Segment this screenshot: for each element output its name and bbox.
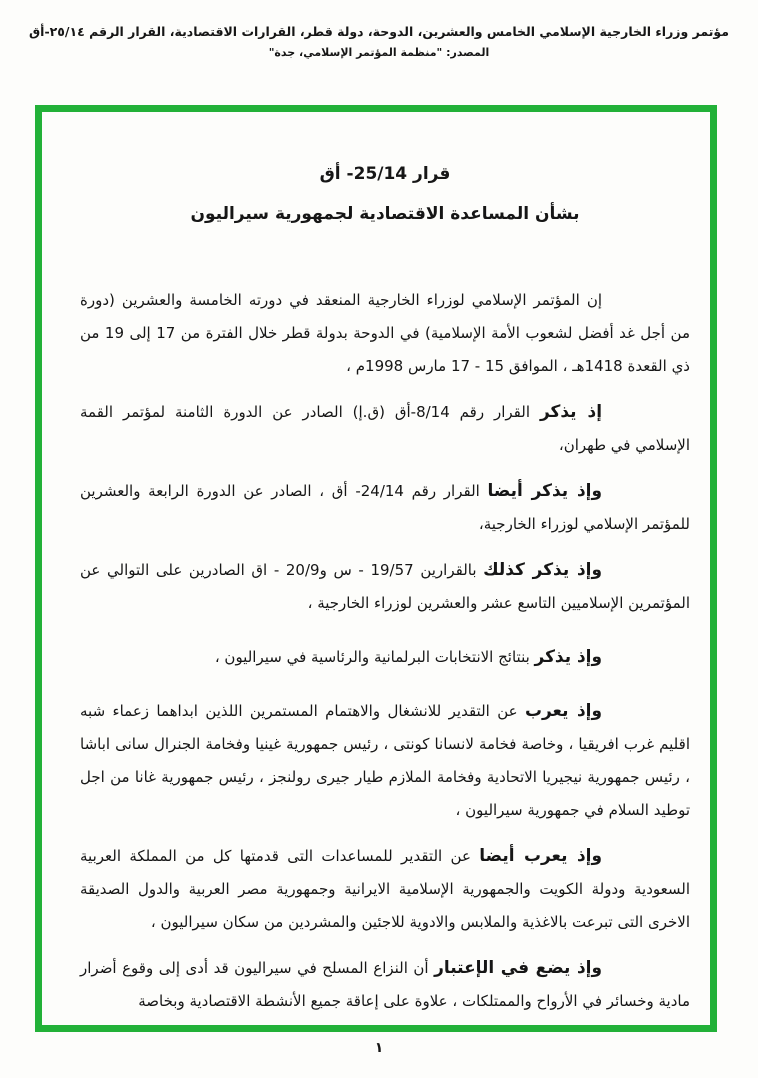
paragraph	[80, 553, 690, 620]
paragraph-text: القرار رقم 8/14-أق (ق.إ) الصادر عن الدورة الثامنة لمؤتمر القمة الإسلامي في طهران،	[80, 403, 690, 454]
paragraph-text: بالقرارين 19/57 - س و20/9 - اق الصادرين على التوالي عن المؤتمرين الإسلاميين التاسع عشر والعشرين لوزراء الخارجية ،	[80, 561, 690, 612]
paragraph-lead: وإذ يذكر كذلك	[483, 559, 602, 579]
paragraph-lead: وإذ يعرب أيضا	[479, 845, 602, 865]
paragraph	[80, 284, 690, 383]
paragraph-text: أن النزاع المسلح في سيراليون قد أدى إلى وقوع أضرار مادية وخسائر في الأرواح والممتلكات ، علاوة على إعاقة جميع الأنشطة الاقتصادية وبخاصة	[80, 959, 690, 1010]
paragraph-lead: إذ يذكر	[539, 401, 603, 421]
paragraph	[80, 395, 690, 462]
paragraph-text: بنتائج الانتخابات البرلمانية والرئاسية في سيراليون ،	[214, 648, 535, 666]
paragraph	[80, 694, 690, 827]
paragraph-lead: وإذ يضع في الإعتبار	[434, 957, 602, 977]
paragraph-text: عن التقدير للانشغال والاهتمام المستمرين اللذين ابداهما زعماء شبه اقليم غرب افريقيا ، وخاصة فخامة لانسانا كونتى ، رئيس جمهورية غينيا وفخامة الجنرال سانى اباشا ، رئيس جمهورية نيجيريا الاتحادية وفخامة الملازم طيار جيرى رولنجز ، رئيس جمهورية غانا من اجل توطيد السلام في جمهورية سيراليون ،	[80, 702, 690, 819]
paragraph	[80, 951, 690, 1018]
resolution-subject: بشأن المساعدة الاقتصادية لجمهورية سيراليون	[190, 204, 580, 224]
header-source: المصدر: "منظمة المؤتمر الإسلامي، جدة"	[268, 46, 490, 59]
paragraph-text: إن المؤتمر الإسلامي لوزراء الخارجية المنعقد في دورته الخامسة والعشرين (دورة من أجل غد أفضل لشعوب الأمة الإسلامية) في الدوحة بدولة قطر خلال الفترة من 17 إلى 19 من ذي القعدة 1418هـ ، الموافق 15 - 17 مارس 1998م ،	[80, 291, 690, 375]
page-number: ١	[374, 1040, 384, 1056]
paragraph-lead: وإذ يذكر	[534, 646, 602, 666]
paragraph-lead: وإذ يعرب	[524, 700, 602, 720]
resolution-number: قرار 25/14- أق	[319, 164, 451, 184]
resolution-body	[80, 284, 690, 1018]
paragraph	[80, 839, 690, 939]
paragraph	[80, 640, 690, 674]
paragraph-lead: وإذ يذكر أيضا	[487, 480, 602, 500]
paragraph-text: القرار رقم 24/14- أق ، الصادر عن الدورة الرابعة والعشرين للمؤتمر الإسلامي لوزراء الخارجية،	[80, 482, 690, 533]
resolution-border-box	[35, 105, 717, 1032]
paragraph-text: عن التقدير للمساعدات التى قدمتها كل من المملكة العربية السعودية ودولة الكويت والجمهورية الإسلامية الايرانية وجمهورية مصر العربية والدول الصديقة الاخرى التى تبرعت بالاغذية والملابس والادوية للاجئين والمشردين من سكان سيراليون ،	[80, 847, 690, 931]
paragraph	[80, 474, 690, 541]
resolution-title	[80, 154, 690, 234]
header-citation: مؤتمر وزراء الخارجية الإسلامي الخامس والعشرين، الدوحة، دولة قطر، القرارات الاقتصادية، القرار الرقم ٢٥/١٤-أق	[28, 24, 730, 39]
document-header	[0, 24, 758, 59]
resolution-content	[42, 112, 710, 1018]
